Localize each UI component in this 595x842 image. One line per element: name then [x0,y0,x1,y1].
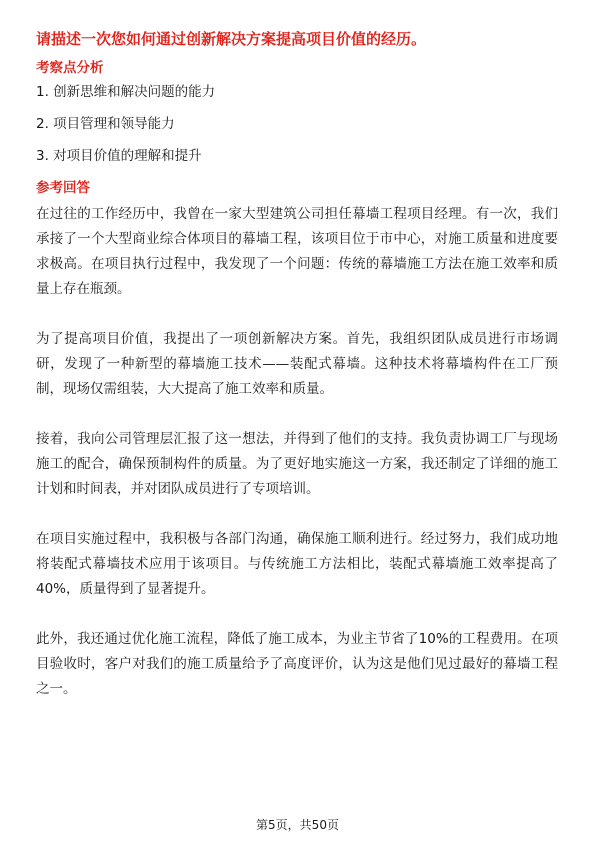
answer-paragraph: 为了提高项目价值，我提出了一项创新解决方案。首先，我组织团队成员进行市场调研，发现了一种新型的幕墙施工技术——装配式幕墙。这种技术将幕墙构件在工厂预制，现场仅需组装，大大提高了施工效率和质量。 [36,331,558,397]
answer-paragraph: 在项目实施过程中，我积极与各部门沟通，确保施工顺利进行。经过努力，我们成功地将装配式幕墙技术应用于该项目。与传统施工方法相比，装配式幕墙施工效率提高了40%，质量得到了显著提升。 [36,531,558,597]
answer-paragraph: 在过往的工作经历中，我曾在一家大型建筑公司担任幕墙工程项目经理。有一次，我们承接了一个大型商业综合体项目的幕墙工程，该项目位于市中心，对施工质量和进度要求极高。在项目执行过程中，我发现了一个问题：传统的幕墙施工方法在施工效率和质量上存在瓶颈。 [36,206,558,297]
question-heading: 请描述一次您如何通过创新解决方案提高项目价值的经历。 [36,30,427,48]
answer-title: 参考回答 [36,180,90,196]
page-number: 第5页，共50页 [256,818,339,832]
document-page [36,28,558,727]
analysis-point: 2. 项目管理和领导能力 [36,116,175,132]
analysis-point: 3. 对项目价值的理解和提升 [36,148,202,164]
answer-paragraph: 此外，我还通过优化施工流程，降低了施工成本，为业主节省了10%的工程费用。在项目验收时，客户对我们的施工质量给予了高度评价，认为这是他们见过最好的幕墙工程之一。 [36,631,558,697]
answer-body [36,202,558,702]
answer-paragraph: 接着，我向公司管理层汇报了这一想法，并得到了他们的支持。我负责协调工厂与现场施工的配合，确保预制构件的质量。为了更好地实施这一方案，我还制定了详细的施工计划和时间表，并对团队成员进行了专项培训。 [36,431,558,497]
analysis-title: 考察点分析 [36,60,104,76]
analysis-point: 1. 创新思维和解决问题的能力 [36,84,216,100]
analysis-points [36,82,558,166]
